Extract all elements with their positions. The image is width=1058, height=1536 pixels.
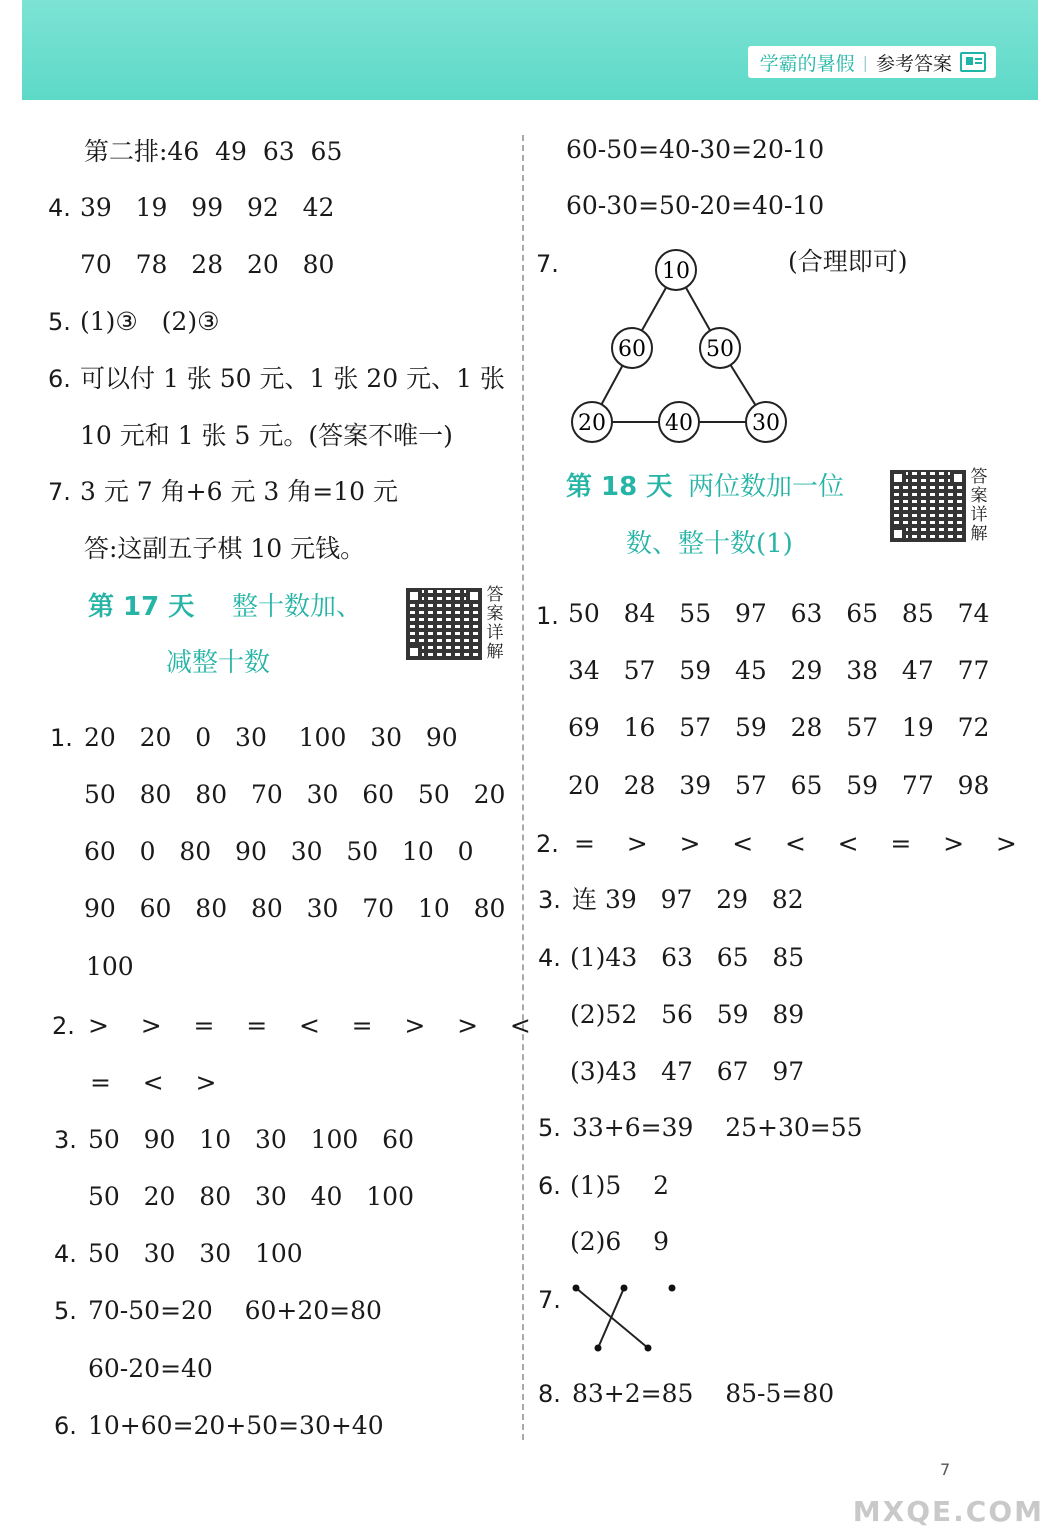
question-number: 7.: [538, 1286, 561, 1314]
qr-corner: [950, 470, 966, 486]
q5-answer: (1)③ (2)③: [80, 307, 220, 336]
d18-q3-answer: 连 39 97 29 82: [572, 885, 804, 914]
q7-line-2: 答:这副五子棋 10 元钱。: [84, 534, 366, 563]
question-number: 5.: [54, 1297, 77, 1325]
d18-q6-row: (2)6 9: [570, 1227, 670, 1256]
d17-q5-row: 70-50=20 60+20=80: [88, 1296, 382, 1325]
qr-corner: [406, 588, 422, 604]
q4-row-1: 39 19 99 92 42: [80, 193, 335, 222]
question-number: 6.: [48, 365, 71, 393]
d17-q4-answer: 50 30 30 100: [88, 1239, 303, 1268]
d18-q4-row: (3)43 47 67 97: [570, 1057, 805, 1086]
page-number: 7: [940, 1460, 951, 1479]
day18-title-line2: 数、整十数(1): [626, 529, 793, 559]
question-number: 7.: [536, 250, 559, 278]
matching-lines: [566, 1280, 686, 1360]
question-number: 2.: [52, 1012, 75, 1040]
day17-label: [88, 590, 194, 624]
qr-caption: 答案详解: [486, 585, 504, 662]
d17-q3-row: 50 90 10 30 100 60: [88, 1125, 414, 1154]
question-number: 4.: [48, 194, 71, 222]
qr-corner: [466, 588, 482, 604]
question-number: 3.: [54, 1126, 77, 1154]
qr-code-icon[interactable]: [406, 588, 482, 660]
question-number: 8.: [538, 1380, 561, 1408]
qr-caption: 答案详解: [970, 467, 988, 544]
question-number: 1.: [536, 602, 559, 630]
d17-q2-row: = < >: [90, 1068, 217, 1097]
triangle-node-value: 20: [578, 411, 606, 436]
d18-q2-answer: = > > < < < = > >: [574, 829, 1017, 858]
row2-answer: 第二排:46 49 63 65: [84, 137, 343, 166]
book-icon: [960, 52, 986, 72]
matching-diagram: [566, 1280, 686, 1364]
header-brand: 学霸的暑假: [759, 52, 855, 75]
day18-number: 第 18 天: [566, 472, 673, 502]
column-divider: [522, 135, 524, 1440]
triangle-node-value: 10: [662, 259, 690, 284]
q6-line-2: 10 元和 1 张 5 元。(答案不唯一): [80, 421, 453, 450]
question-number: 7.: [48, 478, 71, 506]
d18-q6-row: (1)5 2: [570, 1171, 670, 1200]
triangle-node-value: 40: [665, 411, 693, 436]
d17-q1-row: 20 20 0 30 100 30 90: [84, 723, 458, 752]
match-dot: [621, 1285, 628, 1292]
day17-title-line1: 整十数加、: [232, 592, 363, 622]
question-number: 4.: [54, 1240, 77, 1268]
d17-q1-row: 60 0 80 90 30 50 10 0: [84, 837, 474, 866]
d17-q1-row: 50 80 80 70 30 60 50 20: [84, 780, 506, 809]
question-number: 4.: [538, 944, 561, 972]
d18-q8-answer: 83+2=85 85-5=80: [572, 1379, 835, 1408]
d18-q1-row: 20 28 39 57 65 59 77 98: [568, 771, 990, 800]
match-dot: [669, 1285, 676, 1292]
question-number: 5.: [48, 308, 71, 336]
match-dot: [595, 1345, 602, 1352]
q7-line-1: 3 元 7 角+6 元 3 角=10 元: [80, 477, 398, 506]
triangle-node-value: 30: [752, 411, 780, 436]
d17-q6-answer: 10+60=20+50=30+40: [88, 1411, 384, 1440]
triangle-diagram: [560, 246, 800, 446]
question-number: 1.: [50, 724, 73, 752]
q4-row-2: 70 78 28 20 80: [80, 250, 335, 279]
question-number: 5.: [538, 1114, 561, 1142]
number-triangle: [560, 246, 800, 446]
top-equation-row: 60-50=40-30=20-10: [566, 135, 825, 164]
day17-title-line2: 减整十数: [166, 648, 271, 678]
match-dot: [645, 1345, 652, 1352]
qr-corner: [890, 526, 906, 542]
d18-q1-row: 34 57 59 45 29 38 47 77: [568, 656, 990, 685]
match-dot: [573, 1285, 580, 1292]
question-number: 3.: [538, 886, 561, 914]
header-section: 参考答案: [875, 52, 952, 75]
d17-q5-row: 60-20=40: [88, 1354, 213, 1383]
question-number: 6.: [538, 1172, 561, 1200]
day18-label: [566, 470, 672, 504]
d17-q1-row: 100: [86, 952, 134, 981]
q7-note: (合理即可): [788, 247, 908, 276]
q6-line-1: 可以付 1 张 50 元、1 张 20 元、1 张: [80, 364, 505, 393]
watermark: MXQE.COM: [852, 1495, 1044, 1528]
d18-q4-row: (2)52 56 59 89: [570, 1000, 805, 1029]
d17-q3-row: 50 20 80 30 40 100: [88, 1182, 414, 1211]
triangle-node-value: 50: [706, 337, 734, 362]
d18-q4-row: (1)43 63 65 85: [570, 943, 805, 972]
header-label: [748, 46, 996, 78]
qr-corner: [406, 644, 422, 660]
qr-corner: [890, 470, 906, 486]
triangle-node-value: 60: [618, 337, 646, 362]
question-number: 6.: [54, 1412, 77, 1440]
day17-number: 第 17 天: [88, 592, 195, 622]
d17-q2-row: > > = = < = > > <: [88, 1011, 531, 1040]
d18-q1-row: 69 16 57 59 28 57 19 72: [568, 713, 990, 742]
day18-title-line1: 两位数加一位: [688, 472, 845, 502]
top-equation-row: 60-30=50-20=40-10: [566, 191, 825, 220]
d18-q5-answer: 33+6=39 25+30=55: [572, 1113, 863, 1142]
d17-q1-row: 90 60 80 80 30 70 10 80: [84, 894, 506, 923]
d18-q1-row: 50 84 55 97 63 65 85 74: [568, 599, 990, 628]
question-number: 2.: [536, 830, 559, 858]
qr-code-icon[interactable]: [890, 470, 966, 542]
header-separator: |: [862, 52, 868, 72]
